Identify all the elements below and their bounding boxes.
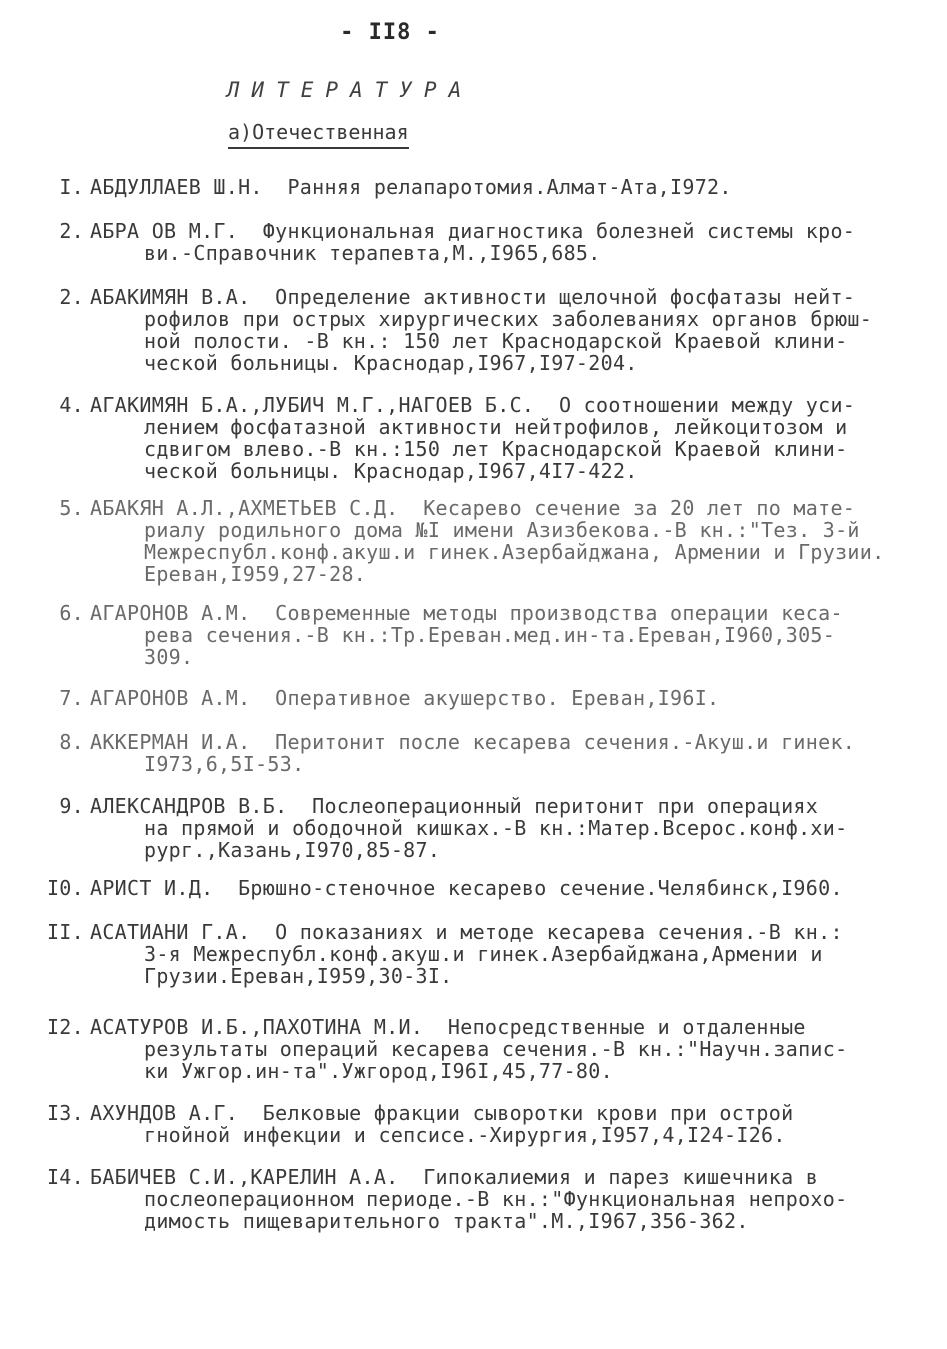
entry-line: Ереван,I959,27-28. <box>144 562 367 586</box>
entry-number: II. <box>46 920 84 944</box>
entry-number: I. <box>59 175 84 199</box>
page-number: - II8 - <box>340 20 440 45</box>
entry-number: 2. <box>59 285 84 309</box>
bibliography-entry <box>36 1166 936 1232</box>
entry-number: 5. <box>59 496 84 520</box>
bibliography-entry <box>36 176 936 198</box>
entry-number: 8. <box>59 730 84 754</box>
entry-line: АСАТИАНИ Г.А. О показаниях и методе кесарева сечения.-В кн.: <box>90 920 843 944</box>
entry-number: I2. <box>46 1015 84 1039</box>
entry-line: димость пищеварительного тракта".М.,I967,356-362. <box>144 1209 749 1233</box>
entry-number: I4. <box>46 1165 84 1189</box>
bibliography-entry <box>36 877 936 899</box>
entry-line: рург.,Казань,I970,85-87. <box>144 838 441 862</box>
subsection-heading: а)Отечественная <box>228 120 409 149</box>
entry-line: сдвигом влево.-В кн.:150 лет Краснодарской Краевой клини- <box>144 437 848 461</box>
entry-number: 7. <box>59 686 84 710</box>
entry-line: АБАКИМЯН В.А. Определение активности щелочной фосфатазы нейт- <box>90 285 856 309</box>
entry-number: 6. <box>59 601 84 625</box>
bibliography-entry <box>36 602 936 668</box>
entry-line: ческой больницы. Краснодар,I967,4I7-422. <box>144 459 638 483</box>
entry-line: ки Ужгор.ин-та".Ужгород,I96I,45,77-80. <box>144 1059 613 1083</box>
entry-line: АГАКИМЯН Б.А.,ЛУБИЧ М.Г.,НАГОЕВ Б.С. О соотношении между уси- <box>90 393 856 417</box>
entry-line: рофилов при острых хирургических заболеваниях органов брюш- <box>144 307 873 331</box>
entry-number: 4. <box>59 393 84 417</box>
entry-number: I3. <box>46 1101 84 1125</box>
entry-line: АХУНДОВ А.Г. Белковые фракции сыворотки крови при острой <box>90 1101 794 1125</box>
bibliography-entry <box>36 394 936 482</box>
bibliography-entry <box>36 1016 936 1082</box>
entry-line: рева сечения.-В кн.:Тр.Ереван.мед.ин-та.Ереван,I960,305- <box>144 623 836 647</box>
entry-line: АРИСТ И.Д. Брюшно-стеночное кесарево сечение.Челябинск,I960. <box>90 876 843 900</box>
section-heading: ЛИТЕРАТУРА <box>226 78 474 102</box>
entry-line: ной полости. -В кн.: 150 лет Краснодарской Краевой клини- <box>144 329 848 353</box>
entry-line: ви.-Справочник терапевта,М.,I965,685. <box>144 241 601 265</box>
entry-line: Грузии.Ереван,I959,30-3I. <box>144 964 453 988</box>
entry-line: АЛЕКСАНДРОВ В.Б. Послеоперационный перитонит при операциях <box>90 794 819 818</box>
entry-line: АСАТУРОВ И.Б.,ПАХОТИНА М.И. Непосредственные и отдаленные <box>90 1015 806 1039</box>
entry-number: 2. <box>59 219 84 243</box>
entry-line: АГАРОНОВ А.М. Современные методы производства операции кеса- <box>90 601 843 625</box>
entry-line: БАБИЧЕВ С.И.,КАРЕЛИН А.А. Гипокалиемия и парез кишечника в <box>90 1165 819 1189</box>
entry-line: АБДУЛЛАЕВ Ш.Н. Ранняя релапаротомия.Алмат-Ата,I972. <box>90 175 732 199</box>
entry-line: Межреспубл.конф.акуш.и гинек.Азербайджана, Армении и Грузии. <box>144 540 885 564</box>
entry-number: I0. <box>46 876 84 900</box>
entry-line: 3-я Межреспубл.конф.акуш.и гинек.Азербайджана,Армении и <box>144 942 823 966</box>
entry-line: АГАРОНОВ А.М. Оперативное акушерство. Ереван,I96I. <box>90 686 720 710</box>
entry-line: 309. <box>144 645 194 669</box>
bibliography-entry <box>36 731 936 775</box>
bibliography-entry <box>36 286 936 374</box>
bibliography-entry <box>36 220 936 264</box>
entry-line: АБРА ОВ М.Г. Функциональная диагностика болезней системы кро- <box>90 219 856 243</box>
entry-line: I973,6,5I-53. <box>144 752 305 776</box>
bibliography-entry <box>36 921 936 987</box>
bibliography-entry <box>36 687 936 709</box>
entry-line: послеоперационном периоде.-В кн.:"Функциональная непрохо- <box>144 1187 848 1211</box>
entry-line: риалу родильного дома №I имени Азизбекова.-В кн.:"Тез. 3-й <box>144 518 860 542</box>
entry-line: АБАКЯН А.Л.,АХМЕТЬЕВ С.Д. Кесарево сечение за 20 лет по мате- <box>90 496 856 520</box>
entry-line: лением фосфатазной активности нейтрофилов, лейкоцитозом и <box>144 415 848 439</box>
entry-line: результаты операций кесарева сечения.-В кн.:"Научн.запис- <box>144 1037 848 1061</box>
bibliography-entry <box>36 795 936 861</box>
bibliography-entry <box>36 497 936 585</box>
entry-line: АККЕРМАН И.А. Перитонит после кесарева сечения.-Акуш.и гинек. <box>90 730 856 754</box>
entry-line: ческой больницы. Краснодар,I967,I97-204. <box>144 351 638 375</box>
entry-number: 9. <box>59 794 84 818</box>
entry-line: на прямой и ободочной кишках.-В кн.:Матер.Всерос.конф.хи- <box>144 816 848 840</box>
bibliography-entry <box>36 1102 936 1146</box>
entry-line: гнойной инфекции и сепсисе.-Хирургия,I957,4,I24-I26. <box>144 1123 786 1147</box>
